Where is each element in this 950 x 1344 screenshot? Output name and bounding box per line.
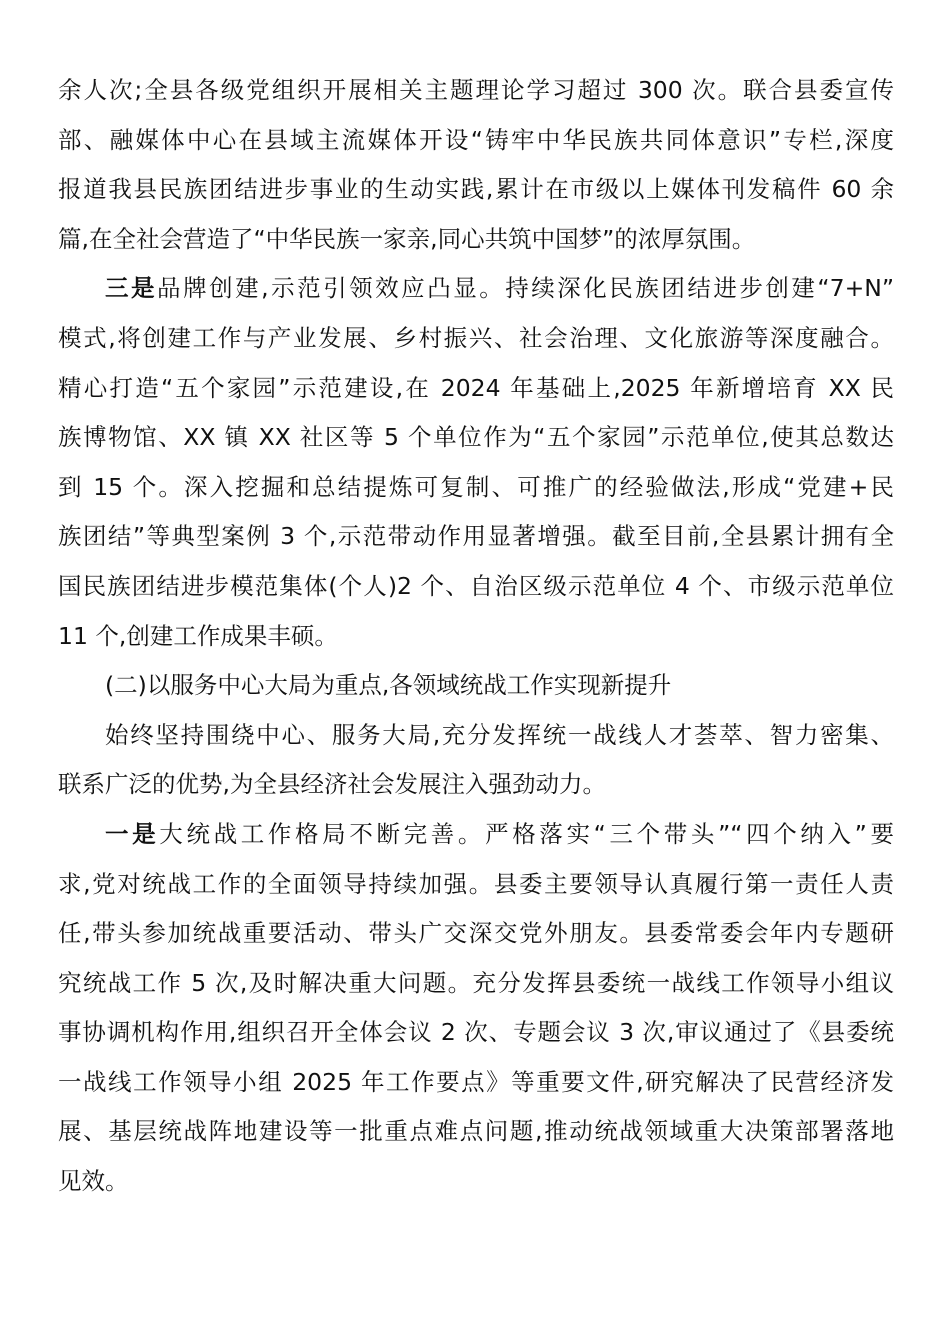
paragraph-united-front <box>58 810 894 1207</box>
text-line: 究统战工作 5 次,及时解决重大问题。充分发挥县委统一战线工作领导小组议 <box>58 968 894 997</box>
text-line: 任,带头参加统战重要活动、带头广交深交党外朋友。县委常委会年内专题研 <box>58 919 894 948</box>
heading-line: (二)以服务中心大局为重点,各领域统战工作实现新提升 <box>105 671 672 700</box>
document-page <box>58 66 894 1207</box>
text-line: 见效。 <box>58 1167 129 1196</box>
text-line: 模式,将创建工作与产业发展、乡村振兴、社会治理、文化旅游等深度融合。 <box>58 323 894 352</box>
text-line: 展、基层统战阵地建设等一批重点难点问题,推动统战领域重大决策部署落地 <box>58 1117 894 1146</box>
text-line: 部、融媒体中心在县域主流媒体开设“铸牢中华民族共同体意识”专栏,深度 <box>58 125 894 154</box>
text-line <box>58 264 894 314</box>
text-line: 报道我县民族团结进步事业的生动实践,累计在市级以上媒体刊发稿件 60 余 <box>58 175 894 204</box>
lead-phrase: 三是 <box>105 274 158 303</box>
text-line: 族团结”等典型案例 3 个,示范带动作用显著增强。截至目前,全县累计拥有全 <box>58 522 894 551</box>
text-segment: 大统战工作格局不断完善。严格落实“三个带头”“四个纳入”要 <box>159 819 894 848</box>
text-line: 始终坚持围绕中心、服务大局,充分发挥统一战线人才荟萃、智力密集、 <box>105 720 894 749</box>
text-line: 国民族团结进步模范集体(个人)2 个、自治区级示范单位 4 个、市级示范单位 <box>58 571 894 600</box>
lead-phrase: 一是 <box>105 819 160 848</box>
text-line: 11 个,创建工作成果丰硕。 <box>58 621 338 650</box>
text-line: 篇,在全社会营造了“中华民族一家亲,同心共筑中国梦”的浓厚氛围。 <box>58 224 756 253</box>
text-line: 求,党对统战工作的全面领导持续加强。县委主要领导认真履行第一责任人责 <box>58 869 894 898</box>
paragraph-intro <box>58 711 894 810</box>
text-line: 事协调机构作用,组织召开全体会议 2 次、专题会议 3 次,审议通过了《县委统 <box>58 1018 894 1047</box>
text-line <box>58 810 894 860</box>
text-segment: 品牌创建,示范引领效应凸显。持续深化民族团结进步创建“7+N” <box>157 274 895 303</box>
text-line: 联系广泛的优势,为全县经济社会发展注入强劲动力。 <box>58 770 606 799</box>
paragraph-media-outreach <box>58 66 894 264</box>
paragraph-brand-creation <box>58 264 894 661</box>
text-line: 族博物馆、XX 镇 XX 社区等 5 个单位作为“五个家园”示范单位,使其总数达 <box>58 423 894 452</box>
text-line: 到 15 个。深入挖掘和总结提炼可复制、可推广的经验做法,形成“党建+民 <box>58 472 894 501</box>
text-line: 精心打造“五个家园”示范建设,在 2024 年基础上,2025 年新增培育 XX 民 <box>58 373 894 402</box>
section-heading <box>58 661 894 711</box>
text-line: 余人次;全县各级党组织开展相关主题理论学习超过 300 次。联合县委宣传 <box>58 76 894 104</box>
text-line: 一战线工作领导小组 2025 年工作要点》等重要文件,研究解决了民营经济发 <box>58 1067 894 1096</box>
